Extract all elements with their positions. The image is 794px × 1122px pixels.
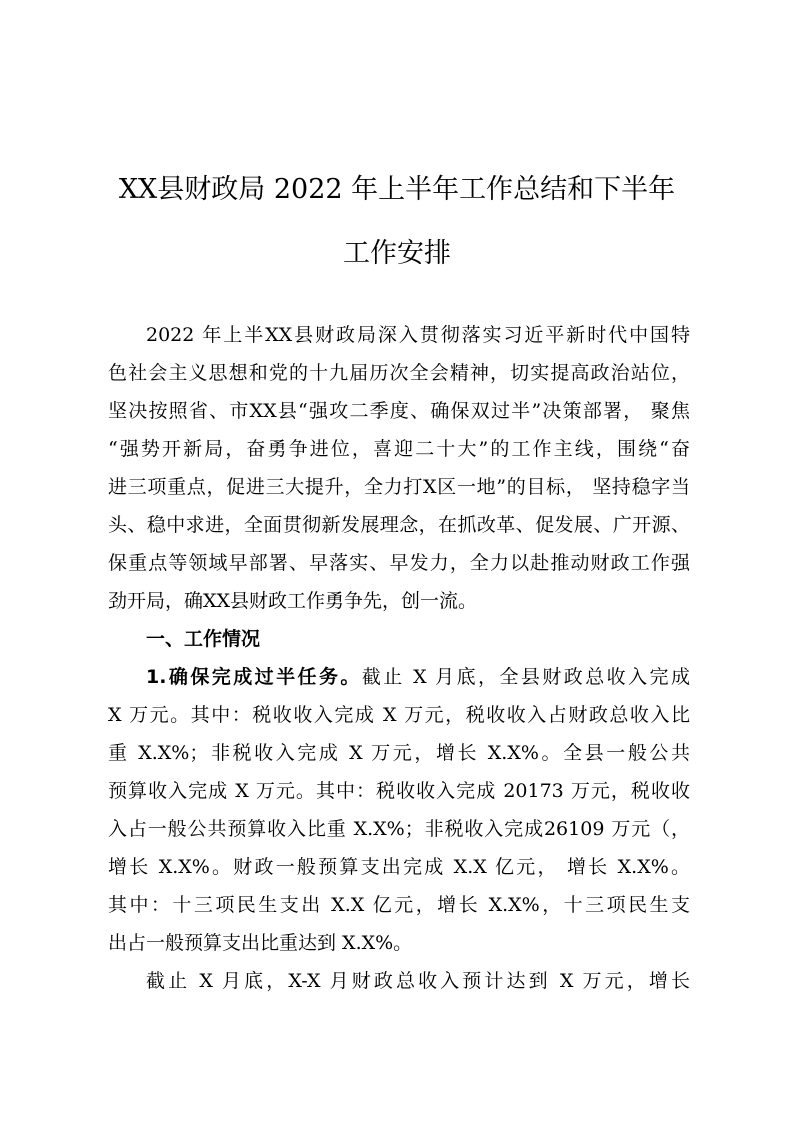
item1-line: X 万元。其中：税收收入完成 X 万元，税收收入占财政总收入比 — [108, 704, 690, 726]
item1-line: 预算收入完成 X 万元。其中：税收收入完成 20173 万元，税收收 — [108, 780, 690, 802]
item1-line: 出占一般预算支出比重达到 X.X%。 — [108, 932, 413, 954]
intro-line: “强势开新局，奋勇争进位，喜迎二十大”的工作主线，围绕“奋 — [108, 438, 690, 460]
item1-label: 1.确保完成过半任务。 — [146, 666, 362, 688]
document-title-line-1: XX县财政局 2022 年上半年工作总结和下半年 — [118, 174, 676, 205]
item1-line: 其中：十三项民生支出 X.X 亿元，增长 X.X%，十三项民生支 — [108, 894, 690, 916]
intro-line: 2022 年上半XX县财政局深入贯彻落实习近平新时代中国特 — [146, 324, 690, 346]
item1-first-text: 截止 X 月底，全县财政总收入完成 — [361, 666, 690, 688]
item1-line: 入占一般公共预算收入比重 X.X%；非税收入完成26109 万元（， — [108, 818, 690, 840]
intro-line: 劲开局，确XX县财政工作勇争先，创一流。 — [108, 590, 478, 612]
intro-line: 色社会主义思想和党的十九届历次全会精神，切实提高政治站位， — [108, 362, 690, 384]
item1-line: 增长 X.X%。财政一般预算支出完成 X.X 亿元， 增长 X.X%。 — [108, 856, 690, 878]
document-title-line-2: 工作安排 — [343, 238, 451, 269]
intro-line: 保重点等领域早部署、早落实、早发力，全力以赴推动财政工作强 — [108, 552, 690, 574]
item1-first-line — [146, 659, 690, 695]
intro-line: 进三项重点，促进三大提升，全力打X区一地”的目标， 坚持稳字当 — [108, 476, 690, 498]
para2-line: 截止 X 月底，X-X 月财政总收入预计达到 X 万元，增长 — [146, 970, 690, 992]
intro-line: 坚决按照省、市XX县“强攻二季度、确保双过半”决策部署， 聚焦 — [108, 400, 690, 422]
intro-line: 头、稳中求进，全面贯彻新发展理念，在抓改革、促发展、广开源、 — [108, 514, 690, 536]
section-heading: 一、工作情况 — [146, 628, 261, 650]
item1-line: 重 X.X%；非税收入完成 X 万元，增长 X.X%。全县一般公共 — [108, 742, 690, 764]
